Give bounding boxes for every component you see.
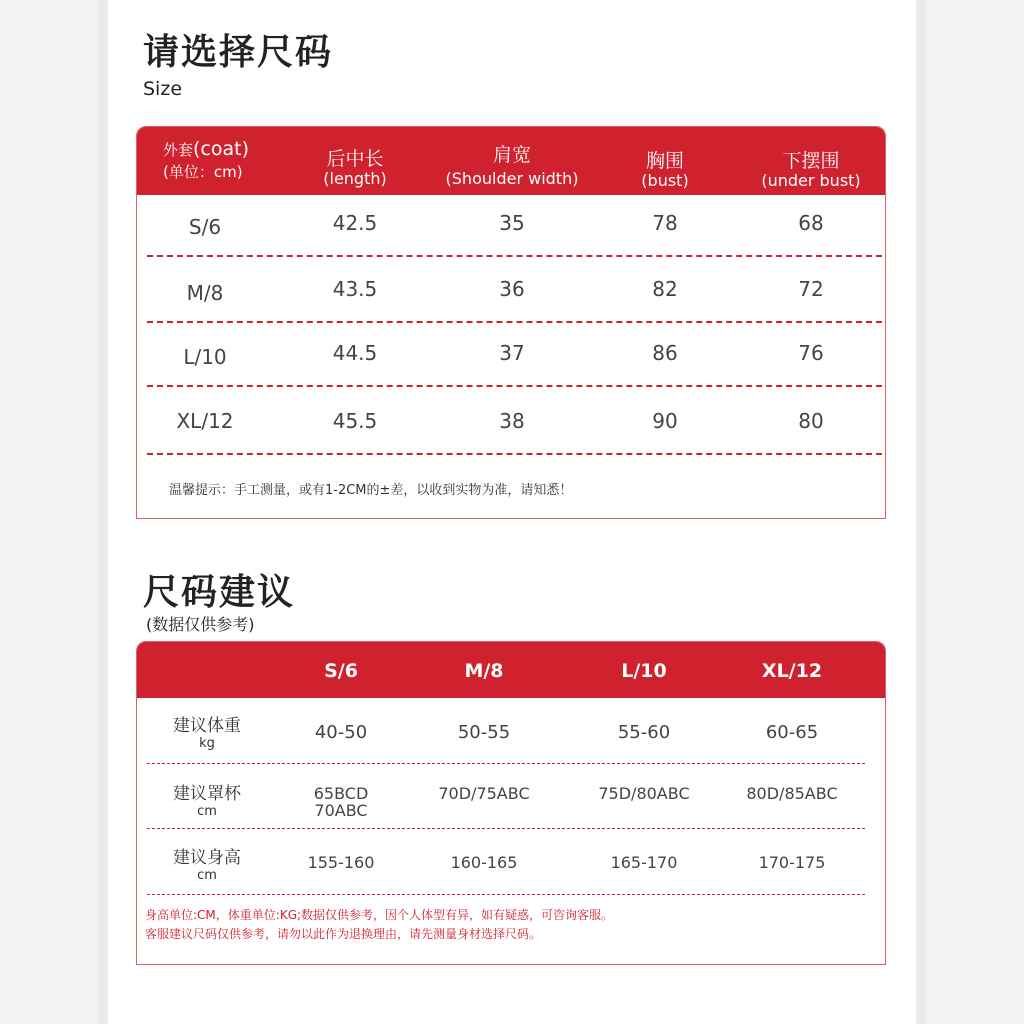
- length-value: 45.5: [332, 409, 378, 433]
- weight-label: [157, 718, 257, 750]
- coat-label-en: (coat): [193, 138, 250, 160]
- page-border-left: [98, 0, 108, 1024]
- disclaimer-note: [145, 906, 613, 943]
- under-bust-value: 72: [798, 277, 824, 301]
- size-column-header: L/10: [621, 660, 667, 682]
- cup-value: 70D/75ABC: [438, 784, 530, 803]
- bust-value: 90: [652, 409, 678, 433]
- disclaimer-line: 身高单位:CM，体重单位:KG;数据仅供参考，因个人体型有异，如有疑惑，可咨询客服。: [145, 908, 614, 922]
- length-value: 44.5: [332, 341, 378, 365]
- shoulder-value: 38: [499, 409, 525, 433]
- weight-value: 50-55: [457, 722, 511, 743]
- row-divider: [147, 385, 882, 387]
- col-header-bust: [615, 151, 715, 189]
- weight-value: 55-60: [617, 722, 671, 743]
- col-label-zh: 下摆围: [782, 150, 840, 172]
- row-label: 建议体重: [173, 716, 241, 736]
- col-label-en: (bust): [641, 170, 689, 190]
- col-label-zh: 胸围: [645, 150, 684, 172]
- size-column-header: M/8: [464, 660, 504, 682]
- size-label: XL/12: [176, 409, 234, 433]
- page-border-right: [916, 0, 926, 1024]
- cup-value: 80D/85ABC: [746, 784, 838, 803]
- col-header-under-bust: [751, 151, 871, 189]
- cup-label: [157, 786, 257, 818]
- table-row: [137, 211, 885, 279]
- bust-value: 78: [652, 211, 678, 235]
- row-unit: cm: [197, 868, 217, 883]
- size-section-title: 请选择尺码: [143, 32, 334, 73]
- row-label: 建议罩杯: [173, 784, 241, 804]
- col-label-en: (under bust): [761, 170, 861, 190]
- bust-value: 86: [652, 341, 678, 365]
- row-divider: [147, 828, 865, 829]
- size-column-header: XL/12: [761, 660, 823, 682]
- col-label-en: (Shoulder width): [445, 168, 579, 188]
- shoulder-value: 36: [499, 277, 525, 301]
- weight-value: 40-50: [314, 722, 368, 743]
- row-unit: kg: [199, 736, 215, 751]
- size-table-header: [137, 127, 885, 195]
- col-label-zh: 肩宽: [492, 144, 531, 166]
- under-bust-value: 80: [798, 409, 824, 433]
- size-table: [136, 126, 886, 519]
- size-section-subtitle: Size: [143, 78, 183, 100]
- length-value: 43.5: [332, 277, 378, 301]
- row-divider: [147, 763, 865, 764]
- height-label: [157, 850, 257, 882]
- weight-value: 60-65: [765, 722, 819, 743]
- cup-value: [271, 786, 411, 820]
- shoulder-value: 37: [499, 341, 525, 365]
- cup-value-line: 70ABC: [314, 800, 368, 820]
- unit-label: (单位：cm): [163, 162, 243, 181]
- row-divider: [147, 894, 865, 895]
- coat-header: [163, 139, 249, 180]
- height-value: 165-170: [610, 853, 678, 872]
- table-row: [137, 341, 885, 409]
- under-bust-value: 68: [798, 211, 824, 235]
- col-label-zh: 后中长: [326, 148, 384, 170]
- table-row: [137, 409, 885, 473]
- coat-label: 外套: [163, 141, 194, 159]
- size-column-header: S/6: [324, 660, 358, 682]
- height-value: 155-160: [307, 853, 375, 872]
- size-label: L/10: [183, 345, 227, 369]
- col-header-length: [305, 149, 405, 187]
- row-unit: cm: [197, 804, 217, 819]
- col-label-en: (length): [323, 168, 387, 188]
- table-row: [137, 277, 885, 345]
- row-divider: [147, 453, 882, 455]
- row-divider: [147, 255, 882, 257]
- size-label: S/6: [188, 215, 222, 239]
- length-value: 42.5: [332, 211, 378, 235]
- under-bust-value: 76: [798, 341, 824, 365]
- row-divider: [147, 321, 882, 323]
- cup-value-line: 65BCD: [313, 784, 369, 803]
- disclaimer-line: 客服建议尺码仅供参考，请勿以此作为退换理由，请先测量身材选择尺码。: [145, 926, 542, 941]
- height-value: 170-175: [758, 853, 826, 872]
- cup-value: 75D/80ABC: [598, 784, 690, 803]
- col-header-shoulder: [427, 145, 597, 187]
- shoulder-value: 35: [499, 211, 525, 235]
- row-label: 建议身高: [173, 848, 241, 868]
- size-label: M/8: [186, 281, 224, 305]
- height-value: 160-165: [450, 853, 518, 872]
- bust-value: 82: [652, 277, 678, 301]
- recommendation-table-header: [137, 642, 885, 698]
- recommendation-table: [136, 641, 886, 965]
- measurement-note: 温馨提示：手工测量，或有1-2CM的±差，以收到实物为准，请知悉！: [169, 483, 573, 498]
- recommendation-section-subtitle: (数据仅供参考): [146, 615, 255, 634]
- recommendation-section-title: 尺码建议: [143, 572, 296, 613]
